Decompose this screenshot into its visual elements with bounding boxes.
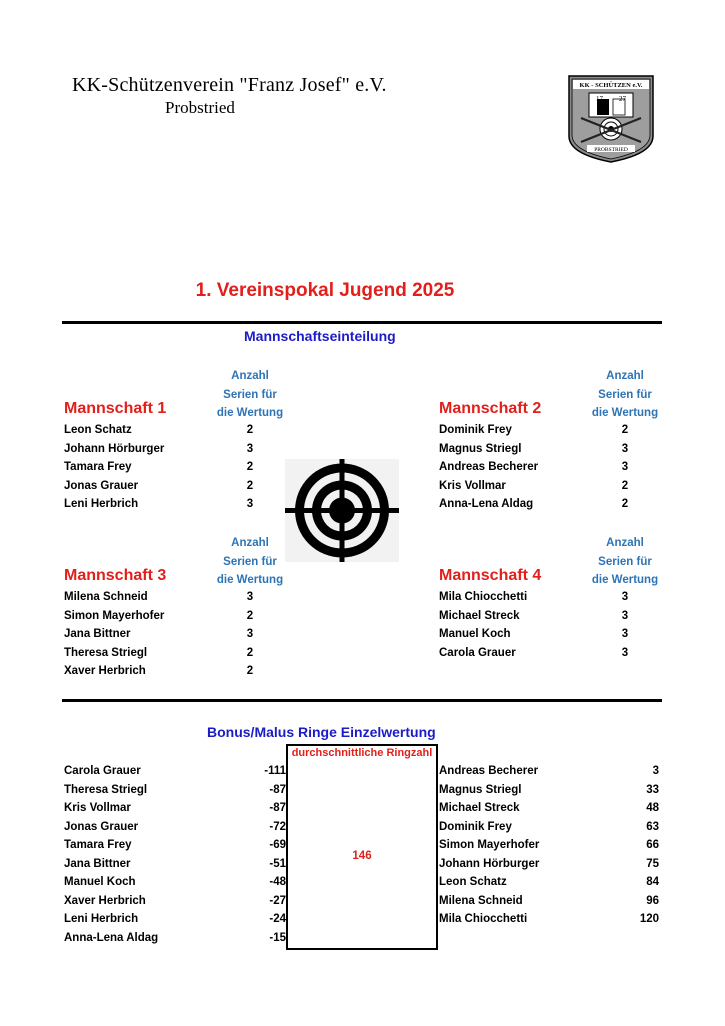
- column-header-line-1: Anzahl: [606, 537, 644, 549]
- column-header-line-1: Anzahl: [231, 370, 269, 382]
- column-header-line-2: Serien für: [598, 388, 652, 401]
- team-1-name: Mannschaft 1: [64, 400, 167, 417]
- club-logo: [567, 74, 655, 164]
- club-place: Probstried: [165, 98, 235, 117]
- column-header-line-3: die Wertung: [216, 574, 284, 587]
- average-ring-box: [286, 744, 438, 950]
- column-header-line-3: die Wertung: [591, 407, 659, 420]
- average-value: 146: [352, 850, 372, 862]
- column-header-line-3: die Wertung: [216, 407, 284, 420]
- divider-bottom: [62, 699, 662, 702]
- bonus-heading: Bonus/Malus Ringe Einzelwertung: [207, 724, 436, 740]
- team-3-column-header: [210, 534, 290, 590]
- teams-heading: Mannschaftseinteilung: [244, 328, 396, 344]
- team-1-column-header: [210, 367, 290, 423]
- column-header-line-1: Anzahl: [231, 537, 269, 549]
- logo-year-right: 27: [619, 95, 626, 103]
- divider-top: [62, 321, 662, 324]
- target-graphic: [285, 459, 399, 562]
- team-2-column-header: [585, 367, 665, 423]
- team-3-name: Mannschaft 3: [64, 567, 167, 584]
- column-header-line-2: Serien für: [223, 555, 277, 568]
- team-4-column-header: [585, 534, 665, 590]
- column-header-line-2: Serien für: [223, 388, 277, 401]
- page-title: 1. Vereinspokal Jugend 2025: [195, 280, 455, 301]
- average-label: durchschnittliche Ringzahl: [291, 747, 433, 759]
- column-header-line-2: Serien für: [598, 555, 652, 568]
- column-header-line-3: die Wertung: [591, 574, 659, 587]
- logo-year-left: 17: [596, 95, 603, 103]
- column-header-line-1: Anzahl: [606, 370, 644, 382]
- logo-bottom-text: PROBSTRIED: [594, 147, 628, 153]
- shooting-target-icon: [285, 459, 399, 562]
- logo-top-text: KK - SCHÜTZEN e.V.: [579, 82, 643, 89]
- team-2-name: Mannschaft 2: [439, 400, 542, 417]
- club-name: KK-Schützenverein "Franz Josef" e.V.: [72, 74, 387, 96]
- team-4-name: Mannschaft 4: [439, 567, 542, 584]
